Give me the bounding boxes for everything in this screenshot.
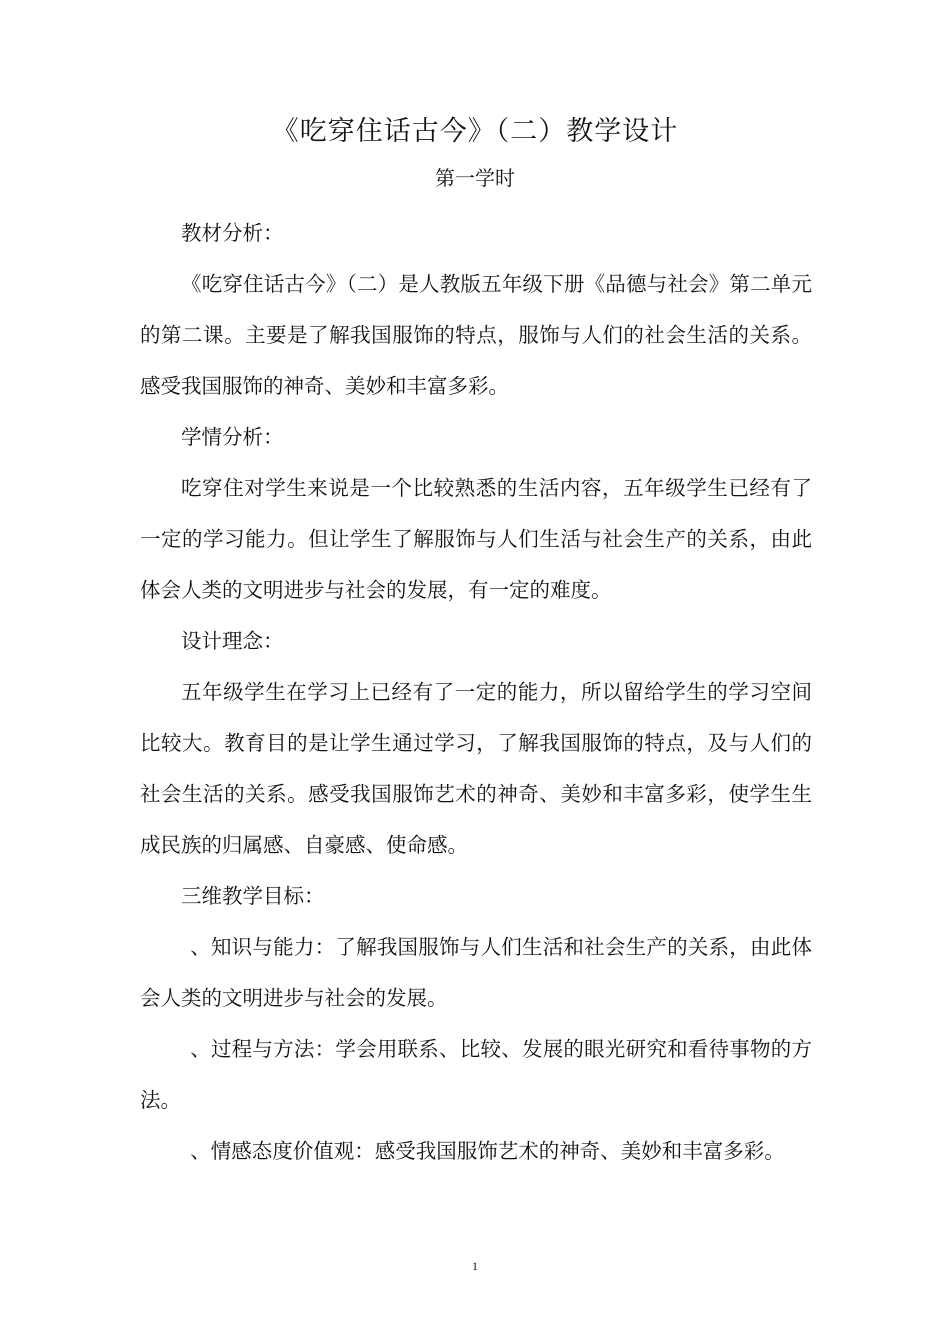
goal-knowledge-ability: 、知识与能力：了解我国服饰与人们生活和社会生产的关系，由此体会人类的文明进步与社会的发展。 <box>140 935 812 1010</box>
document-title: 《吃穿住话古今》（二）教学设计 <box>271 116 679 147</box>
section-heading-design-concept: 设计理念： <box>181 629 284 653</box>
section-heading-textbook-analysis: 教材分析： <box>181 221 284 245</box>
goal-process-method: 、过程与方法：学会用联系、比较、发展的眼光研究和看待事物的方法。 <box>140 1037 812 1112</box>
document-subtitle: 第一学时 <box>435 166 515 190</box>
goal-emotion-attitude: 、情感态度价值观：感受我国服饰艺术的神奇、美妙和丰富多彩。 <box>190 1139 785 1163</box>
page-number: 1 <box>472 1259 478 1273</box>
paragraph-design-concept: 五年级学生在学习上已经有了一定的能力，所以留给学生的学习空间比较大。教育目的是让学生通过学习，了解我国服饰的特点，及与人们的社会生活的关系。感受我国服饰艺术的神奇、美妙和丰富多彩，使学生生成民族的归属感、自豪感、使命感。 <box>140 680 812 857</box>
section-heading-teaching-goals: 三维教学目标： <box>181 884 325 908</box>
section-heading-learner-analysis: 学情分析： <box>181 425 284 449</box>
paragraph-textbook-analysis: 《吃穿住话古今》（二）是人教版五年级下册《品德与社会》第二单元的第二课。主要是了解我国服饰的特点，服饰与人们的社会生活的关系。感受我国服饰的神奇、美妙和丰富多彩。 <box>140 272 812 398</box>
document-body <box>140 208 812 1177</box>
paragraph-learner-analysis: 吃穿住对学生来说是一个比较熟悉的生活内容，五年级学生已经有了一定的学习能力。但让学生了解服饰与人们生活与社会生产的关系，由此体会人类的文明进步与社会的发展，有一定的难度。 <box>140 476 812 602</box>
